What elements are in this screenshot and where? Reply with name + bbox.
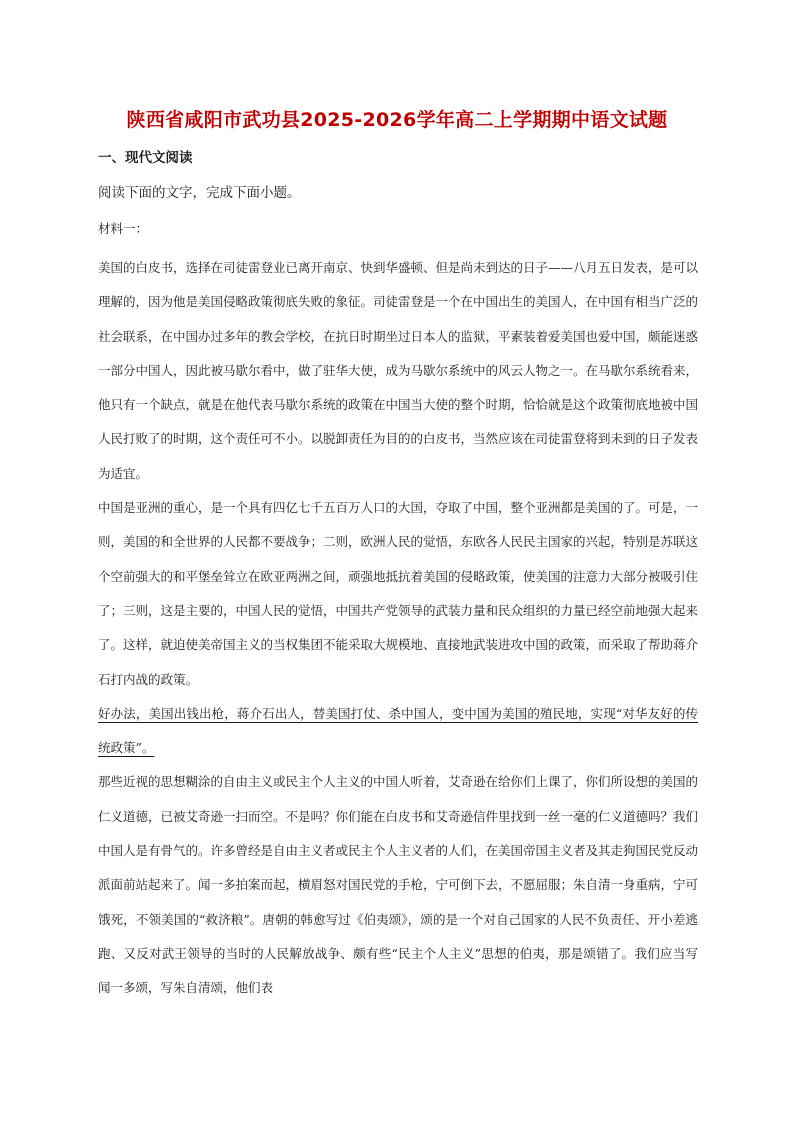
reading-instruction: 阅读下面的文字，完成下面小题。 xyxy=(98,185,301,201)
material-label: 材料一： xyxy=(98,221,149,236)
paragraph-2: 中国是亚洲的重心，是一个具有四亿七千五百万人口的大国，夺取了中国，整个亚洲都是美国的了。可是，一则，美国的和全世界的人民都不要战争；二则，欧洲人民的觉悟，东欧各人民民主国家的兴起，特别是苏联这个空前强大的和平堡垒耸立在欧亚两洲之间，顽强地抵抗着美国的侵略政策，使美国的注意力大部分被吸引住了；三则，这是主要的，中国人民的觉悟，中国共产党领导的武装力量和民众组织的力量已经空前地强大起来了。这样，就迫使美帝国主义的当权集团不能采取大规模地、直接地武装进攻中国的政策，而采取了帮助蒋介石打内战的政策。 xyxy=(98,500,699,687)
underlined-sentence: 好办法，美国出钱出枪，蒋介石出人，替美国打仗、杀中国人，变中国为美国的殖民地，实现“对华友好的传统政策”。 xyxy=(98,705,698,756)
section-heading: 一、现代文阅读 xyxy=(98,150,193,166)
passage-body xyxy=(98,251,698,1006)
paragraph-1: 美国的白皮书，选择在司徒雷登业已离开南京、快到华盛顿、但是尚未到达的日子——八月五日发表，是可以理解的，因为他是美国侵略政策彻底失败的象征。司徒雷登是一个在中国出生的美国人，在中国有相当广泛的社会联系，在中国办过多年的教会学校，在抗日时期坐过日本人的监狱，平素装着爱美国也爱中国，颇能迷惑一部分中国人，因此被马歇尔看中，做了驻华大使，成为马歇尔系统中的风云人物之一。在马歇尔系统看来，他只有一个缺点，就是在他代表马歇尔系统的政策在中国当大使的整个时期，恰恰就是这个政策彻底地被中国人民打败了的时期，这个责任可不小。以脱卸责任为目的的白皮书，当然应该在司徒雷登将到未到的日子发表为适宜。 xyxy=(98,260,699,481)
paragraph-4: 那些近视的思想糊涂的自由主义或民主个人主义的中国人听着，艾奇逊在给你们上课了，你们所设想的美国的仁义道德，已被艾奇逊一扫而空。不是吗？你们能在白皮书和艾奇逊信件里找到一丝一毫的仁义道德吗？我们中国人是有骨气的。许多曾经是自由主义者或民主个人主义者的人们，在美国帝国主义者及其走狗国民党反动派面前站起来了。闻一多拍案而起，横眉怒对国民党的手枪，宁可倒下去，不愿屈服；朱自清一身重病，宁可饿死，不领美国的“救济粮”。唐朝的韩愈写过《伯夷颂》，颂的是一个对自己国家的人民不负责任、开小差逃跑、又反对武王领导的当时的人民解放战争、颇有些“民主个人主义”思想的伯夷，那是颂错了。我们应当写闻一多颂，写朱自清颂，他们表 xyxy=(98,774,699,996)
paragraph-3-underlined xyxy=(98,697,698,766)
document-title: 陕西省咸阳市武功县2025-2026学年高二上学期期中语文试题 xyxy=(126,109,668,131)
